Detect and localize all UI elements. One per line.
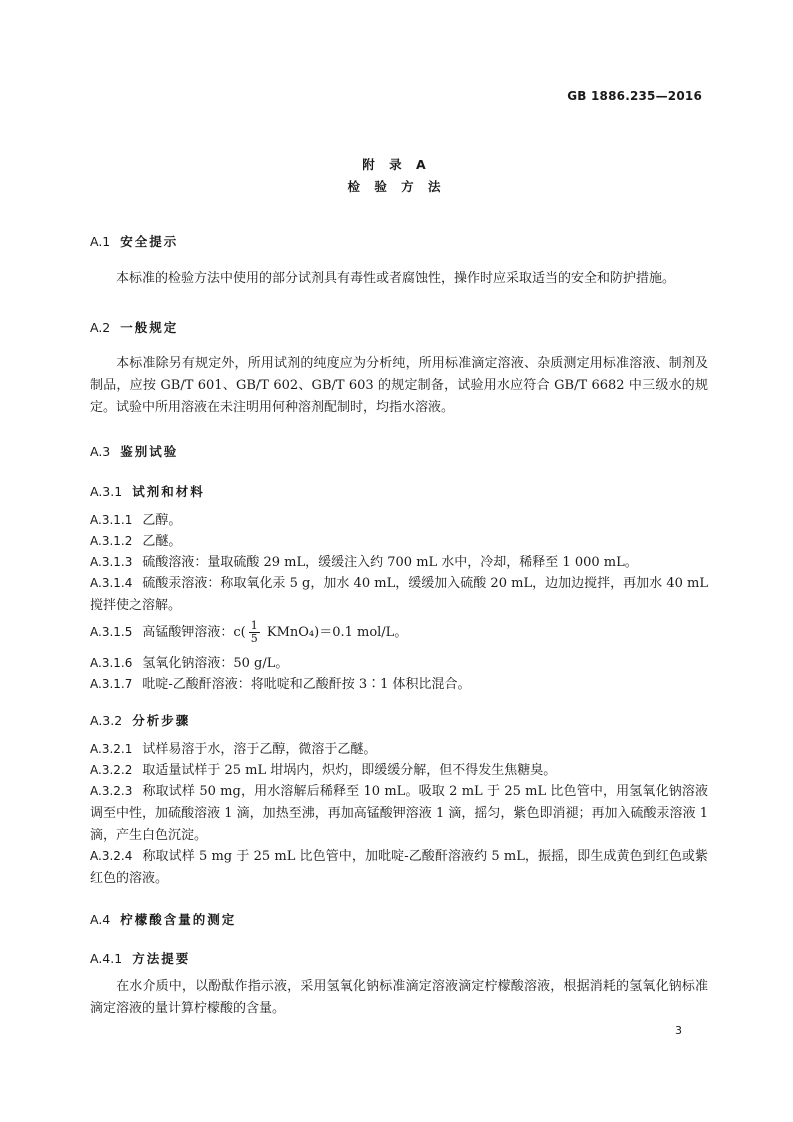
reagent-item [90, 530, 708, 553]
section-title: 安全提示 [120, 234, 179, 249]
reagent-item [90, 652, 708, 675]
section-title: 一般规定 [120, 320, 179, 335]
fraction-numerator: 1 [250, 619, 258, 632]
paragraph-text: 本标准的检验方法中使用的部分试剂具有毒性或者腐蚀性，操作时应采取适当的安全和防护措施。 [116, 271, 676, 286]
item-number: A.3.2.3 [90, 784, 133, 798]
item-text: 硫酸溶液：量取硫酸 29 mL，缓缓注入约 700 mL 水中，冷却，稀释至 1 000 mL。 [142, 555, 638, 570]
item-number: A.3.1.4 [90, 576, 133, 590]
step-item [90, 845, 708, 890]
reagent-item [90, 620, 708, 645]
appendix-label: 附 录 A [362, 157, 431, 172]
page-number: 3 [675, 1024, 682, 1037]
fraction [249, 620, 260, 645]
item-number: A.3.2.2 [90, 763, 133, 777]
section-a4-heading [90, 910, 236, 928]
section-a2-paragraph [90, 353, 708, 419]
section-a1-paragraph [90, 268, 708, 290]
reagent-item [90, 572, 708, 617]
section-a1-heading [90, 232, 178, 250]
item-number: A.3.1.3 [90, 555, 133, 569]
section-a3-heading [90, 442, 178, 460]
item-number: A.3.1.1 [90, 513, 133, 527]
reagent-item [90, 673, 708, 696]
section-a32-heading [90, 711, 190, 729]
item-text: 硫酸汞溶液：称取氧化汞 5 g，加水 40 mL，缓缓加入硫酸 20 mL，边加边搅拌，再加水 40 mL 搅拌使之溶解。 [90, 576, 708, 613]
standard-code: GB 1886.235—2016 [567, 89, 702, 103]
fraction-denominator: 5 [250, 632, 258, 645]
item-number: A.3.1.5 [90, 625, 133, 639]
step-item [90, 738, 708, 761]
section-number: A.4.1 [90, 951, 123, 966]
reagent-item [90, 509, 708, 532]
section-title: 方法提要 [132, 951, 191, 966]
reagent-item [90, 551, 708, 574]
section-title: 分析步骤 [132, 713, 191, 728]
item-text-pre: 高锰酸钾溶液：c( [142, 625, 246, 640]
section-title: 柠檬酸含量的测定 [120, 912, 237, 927]
section-number: A.3 [90, 444, 111, 459]
item-text: 试样易溶于水，溶于乙醇，微溶于乙醚。 [142, 742, 377, 757]
appendix-title: 检 验 方 法 [347, 179, 446, 194]
section-a31-heading [90, 482, 205, 500]
item-text: 乙醚。 [142, 534, 182, 549]
section-a41-paragraph [90, 976, 708, 1020]
item-text: 称取试样 50 mg，用水溶解后稀释至 10 mL。吸取 2 mL 于 25 mL 比色管中，用氢氧化钠溶液调至中性，加硫酸溶液 1 滴，加热至沸，再加高锰酸钾溶液 1 滴，摇匀，紫色即消褪；再加入硫酸汞溶液 1 滴，产生白色沉淀。 [90, 784, 708, 843]
item-number: A.3.2.1 [90, 742, 133, 756]
section-number: A.3.1 [90, 484, 123, 499]
item-number: A.3.1.6 [90, 656, 133, 670]
section-title: 试剂和材料 [132, 484, 205, 499]
item-text-post: KMnO₄)＝0.1 mol/L。 [262, 625, 408, 640]
paragraph-text: 在水介质中，以酚酞作指示液，采用氢氧化钠标准滴定溶液滴定柠檬酸溶液，根据消耗的氢氧化钠标准滴定溶液的量计算柠檬酸的含量。 [90, 979, 708, 1016]
item-text: 氢氧化钠溶液：50 g/L。 [142, 656, 289, 671]
item-text: 取适量试样于 25 mL 坩埚内，炽灼，即缓缓分解，但不得发生焦糖臭。 [142, 763, 557, 778]
paragraph-text: 本标准除另有规定外，所用试剂的纯度应为分析纯，所用标准滴定溶液、杂质测定用标准溶液、制剂及制品，应按 GB/T 601、GB/T 602、GB/T 603 的规定制备，试验用水应符合 GB/T 6682 中三级水的规定。试验中所用溶液在未注明用何种溶剂配制时，均指水溶液。 [90, 356, 708, 415]
section-a41-heading [90, 949, 190, 967]
section-title: 鉴别试验 [120, 444, 179, 459]
item-number: A.3.1.7 [90, 677, 133, 691]
section-number: A.3.2 [90, 713, 123, 728]
item-number: A.3.2.4 [90, 849, 133, 863]
item-text: 称取试样 5 mg 于 25 mL 比色管中，加吡啶-乙酸酐溶液约 5 mL，振摇，即生成黄色到红色或紫红色的溶液。 [90, 849, 708, 886]
item-text: 乙醇。 [142, 513, 182, 528]
section-number: A.1 [90, 234, 111, 249]
item-number: A.3.1.2 [90, 534, 133, 548]
step-item [90, 780, 708, 847]
section-number: A.4 [90, 912, 111, 927]
item-text: 吡啶-乙酸酐溶液：将吡啶和乙酸酐按 3∶1 体积比混合。 [142, 677, 471, 692]
step-item [90, 759, 708, 782]
section-number: A.2 [90, 320, 111, 335]
section-a2-heading [90, 318, 178, 336]
